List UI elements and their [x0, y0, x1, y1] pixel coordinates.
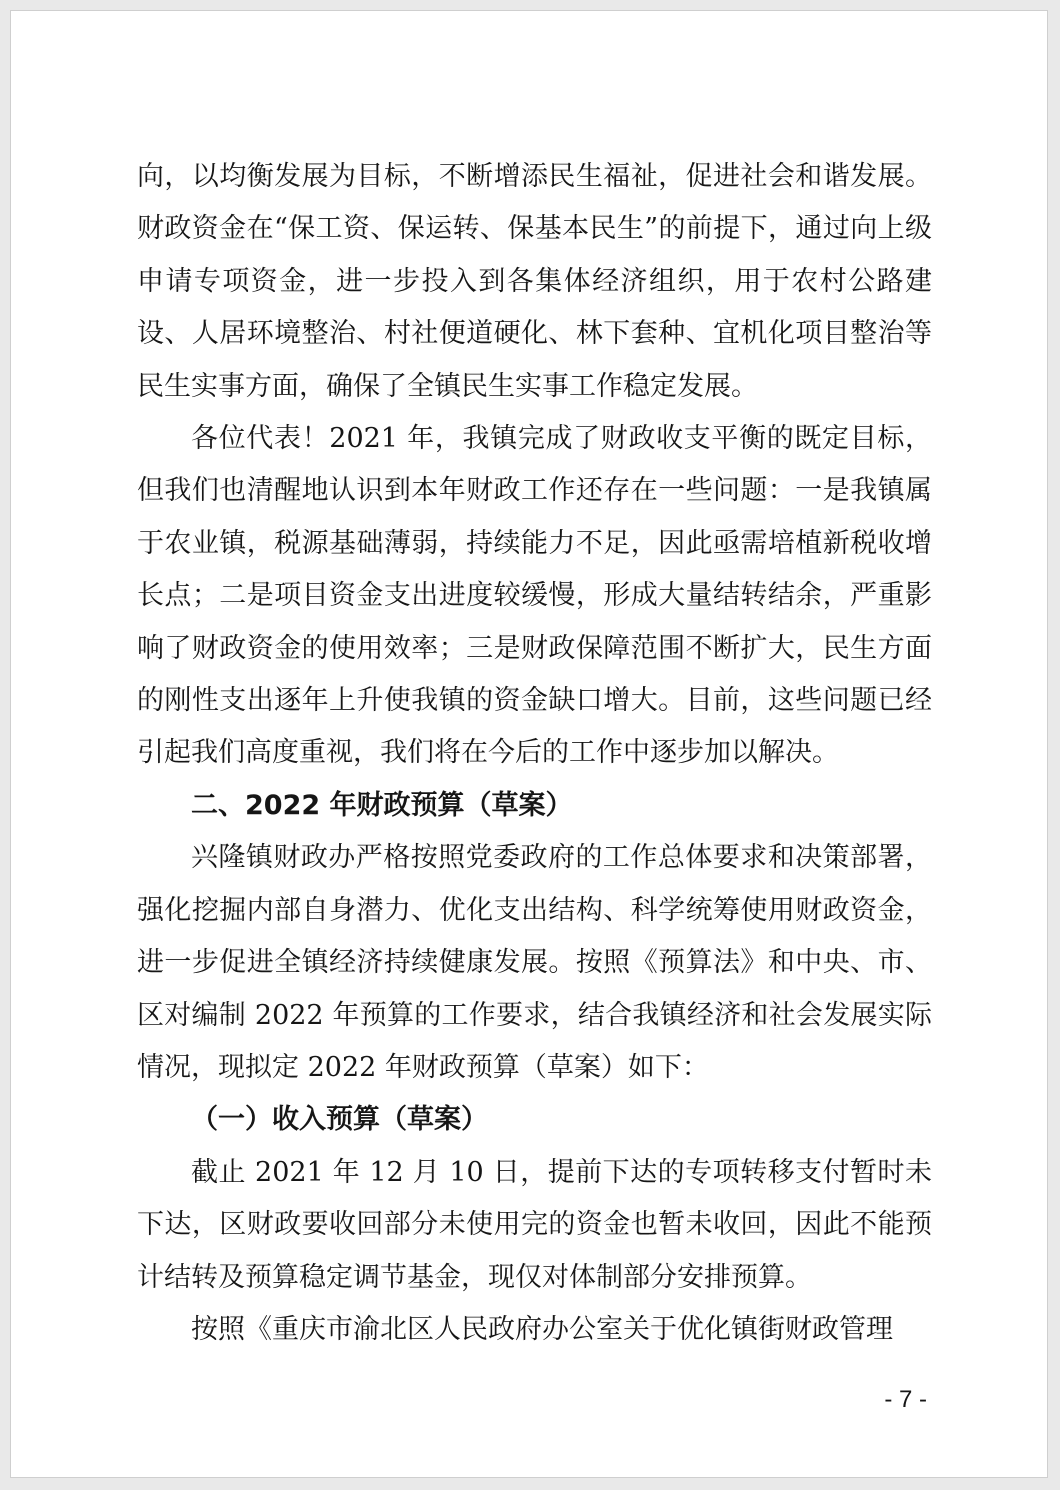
- paragraph-continuation: 向，以均衡发展为目标，不断增添民生福祉，促进社会和谐发展。财政资金在“保工资、保运转、保基本民生”的前提下，通过向上级申请专项资金，进一步投入到各集体经济组织，用于农村公路建设、人居环境整治、村社便道硬化、林下套种、宜机化项目整治等民生实事方面，确保了全镇民生实事工作稳定发展。: [137, 161, 932, 402]
- subsection-heading-income-budget: （一）收入预算（草案）: [191, 1104, 488, 1136]
- section-heading-budget-2022: 二、2022 年财政预算（草案）: [191, 789, 573, 821]
- paragraph-problems: 各位代表！2021 年，我镇完成了财政收支平衡的既定目标，但我们也清醒地认识到本年财政工作还存在一些问题：一是我镇属于农业镇，税源基础薄弱，持续能力不足，因此亟需培植新税收增长点；二是项目资金支出进度较缓慢，形成大量结转结余，严重影响了财政资金的使用效率；三是财政保障范围不断扩大，民生方面的刚性支出逐年上升使我镇的资金缺口增大。目前，这些问题已经引起我们高度重视，我们将在今后的工作中逐步加以解决。: [137, 423, 932, 769]
- paragraph-regulation: 按照《重庆市渝北区人民政府办公室关于优化镇街财政管理: [191, 1313, 893, 1345]
- document-page: [10, 10, 1048, 1478]
- body-text: [137, 151, 932, 1356]
- paragraph-income-note: 截止 2021 年 12 月 10 日，提前下达的专项转移支付暂时未下达，区财政要收回部分未使用完的资金也暂未收回，因此不能预计结转及预算稳定调节基金，现仅对体制部分安排预算。: [137, 1156, 932, 1293]
- paragraph-budget-intro: 兴隆镇财政办严格按照党委政府的工作总体要求和决策部署，强化挖掘内部自身潜力、优化支出结构、科学统筹使用财政资金，进一步促进全镇经济持续健康发展。按照《预算法》和中央、市、区对编制 2022 年预算的工作要求，结合我镇经济和社会发展实际情况，现拟定 2022 年财政预算（草案）如下：: [137, 842, 932, 1083]
- page-number: - 7 -: [884, 1386, 927, 1413]
